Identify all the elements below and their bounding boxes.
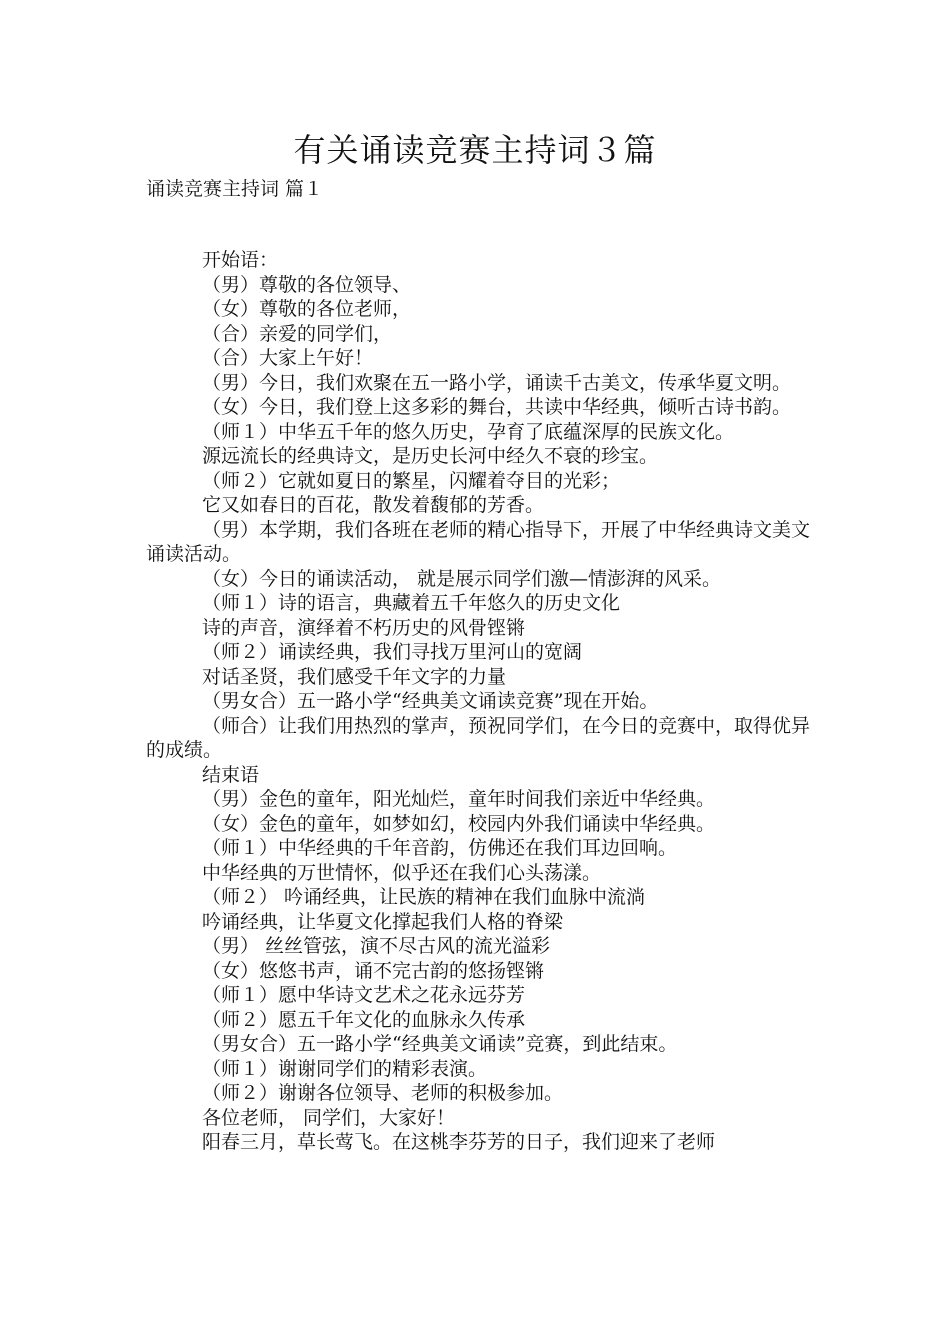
paragraph: （女）悠悠书声，诵不完古韵的悠扬铿锵	[202, 959, 545, 982]
paragraph: 诗的声音，演绎着不朽历史的风骨铿锵	[202, 616, 526, 639]
paragraph: （女）今日，我们登上这多彩的舞台，共读中华经典，倾听古诗书韵。	[202, 396, 792, 418]
paragraph: （男）金色的童年，阳光灿烂，童年时间我们亲近中华经典。	[202, 788, 716, 810]
paragraph: （师２）诵读经典，我们寻找万里河山的宽阔	[202, 641, 583, 663]
paragraph: （女）尊敬的各位老师，	[202, 298, 412, 320]
document-subtitle: 诵读竞赛主持词 篇１	[146, 178, 324, 200]
paragraph: （男） 丝丝管弦，演不尽古风的流光溢彩	[202, 935, 551, 957]
paragraph: （女）金色的童年，如梦如幻，校园内外我们诵读中华经典。	[202, 812, 716, 835]
paragraph: （女）今日的诵读活动， 就是展示同学们激—情澎湃的风采。	[202, 567, 722, 590]
paragraph: （师１）中华经典的千年音韵，仿佛还在我们耳边回响。	[202, 837, 678, 859]
paragraph: （师２）它就如夏日的繁星，闪耀着夺目的光彩；	[202, 469, 621, 492]
paragraph: （师２）愿五千年文化的血脉永久传承	[202, 1008, 526, 1031]
paragraph: 它又如春日的百花，散发着馥郁的芳香。	[202, 494, 545, 516]
paragraph: （师１）中华五千年的悠久历史，孕育了底蕴深厚的民族文化。	[202, 420, 735, 443]
paragraph: （师合）让我们用热烈的掌声，预祝同学们，在今日的竞赛中，取得优异的成绩。	[146, 714, 811, 761]
paragraph: 阳春三月，草长莺飞。在这桃李芬芳的日子，我们迎来了老师	[202, 1131, 716, 1153]
paragraph: 对话圣贤，我们感受千年文字的力量	[202, 665, 507, 688]
document-body	[146, 248, 826, 1155]
paragraph: （男）尊敬的各位领导、	[202, 273, 412, 296]
paragraph: （师１）谢谢同学们的精彩表演。	[202, 1057, 488, 1080]
paragraph: （合）亲爱的同学们，	[202, 322, 393, 345]
paragraph: （男女合）五一路小学“经典美文诵读竞赛”现在开始。	[202, 690, 659, 712]
paragraph: （师１）愿中华诗文艺术之花永远芬芳	[202, 984, 526, 1006]
paragraph: 中华经典的万世情怀，似乎还在我们心头荡漾。	[202, 861, 602, 884]
paragraph: （男女合）五一路小学“经典美文诵读”竞赛，到此结束。	[202, 1033, 678, 1055]
paragraph: （合）大家上午好！	[202, 347, 374, 369]
paragraph: 各位老师， 同学们，大家好！	[202, 1106, 456, 1129]
document-title: 有关诵读竞赛主持词３篇	[293, 131, 657, 169]
paragraph: 源远流长的经典诗文，是历史长河中经久不衰的珍宝。	[202, 445, 659, 467]
paragraph: （师２） 吟诵经典，让民族的精神在我们血脉中流淌	[202, 886, 646, 908]
paragraph: 开始语：	[202, 249, 279, 271]
paragraph: （师１）诗的语言，典藏着五千年悠久的历史文化	[202, 592, 621, 614]
paragraph: 吟诵经典，让华夏文化撑起我们人格的脊梁	[202, 910, 564, 933]
paragraph: （男）本学期，我们各班在老师的精心指导下，开展了中华经典诗文美文诵读活动。	[146, 518, 811, 565]
paragraph: 结束语	[202, 763, 260, 786]
paragraph: （男）今日，我们欢聚在五一路小学，诵读千古美文，传承华夏文明。	[202, 371, 792, 394]
paragraph: （师２）谢谢各位领导、老师的积极参加。	[202, 1082, 564, 1104]
